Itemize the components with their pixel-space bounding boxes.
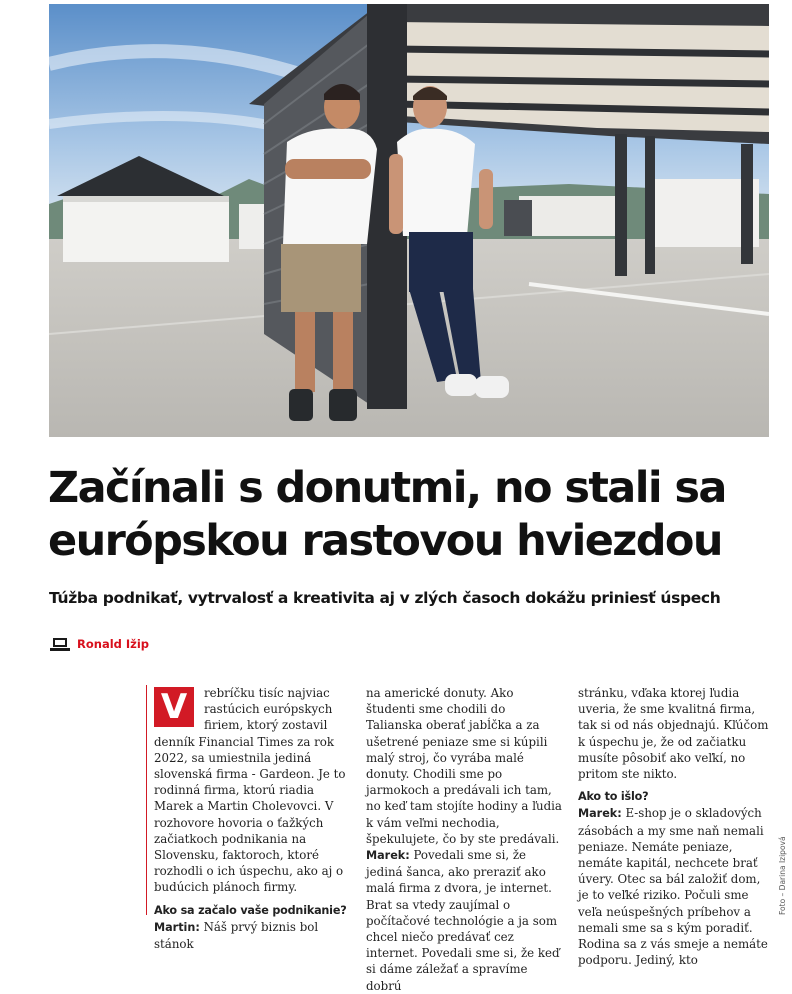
question-heading: Ako to išlo? <box>578 790 649 804</box>
column-rule <box>146 685 147 915</box>
article-column-2 <box>366 685 562 994</box>
answer-paragraph <box>578 805 774 968</box>
author-name[interactable]: Ronald Ižip <box>77 637 150 651</box>
headline-line-2: európskou rastovou hviezdou <box>48 516 722 566</box>
body-paragraph: stránku, vďaka ktorej ľudia uveria, že sme kvalitná firma, tak si od nás objednajú. Kľúčom k úspechu je, že od začiatku musíte pôsobiť ako veľkí, no pritom ste nikto. <box>578 686 769 782</box>
drop-cap: V <box>154 687 194 727</box>
answer-paragraph <box>154 919 350 952</box>
photo-credit: Foto – Darina Izipová <box>778 836 787 915</box>
intro-text: rebríčku tisíc najviac rastúcich európskych firiem, ktorý zostavil denník Financial Times za rok 2022, sa umiestnila jediná slovenská firma - Gardeon. Je to rodinná firma, ktorú riadia Marek a Martin Cholevovci. V rozhovore hovoria o ťažkých začiatkoch podnikania na Slovensku, faktoroch, ktoré rozhodli o ich úspechu, ako aj o budúcich plánoch firmy. <box>154 686 346 895</box>
speaker-label: Marek: <box>578 807 622 821</box>
laptop-icon <box>50 637 70 651</box>
article-subheadline: Túžba podnikať, vytrvalosť a kreativita aj v zlých časoch dokážu priniesť úspech <box>49 589 721 607</box>
answer-text: E-shop je o skladových zásobách a my sme naň nemali peniaze. Nemáte peniaze, nemáte kapitál, nechcete brať úvery. Otec sa bál založiť dom, je to veľké riziko. Počuli sme veľa neúspešných príbehov a nemali sme sa s kým poradiť. Rodina sa z vás smeje a nemáte podporu. Jediný, kto <box>578 806 768 968</box>
answer-paragraph <box>366 847 562 994</box>
speaker-label: Marek: <box>366 849 410 863</box>
body-paragraph: na americké donuty. Ako študenti sme chodili do Talianska oberať jabĺčka a za ušetrené peniaze sme si kúpili malý stroj, čo vyrába malé donuty. Chodili sme po jarmokoch a predávali ich tam, no keď tam stojíte hodiny a ľudia k vám veľmi nechodia, špekulujete, čo by ste predávali. <box>366 686 562 846</box>
article-photo <box>49 4 769 437</box>
article-headline <box>48 462 768 568</box>
intro-paragraph <box>154 685 350 896</box>
speaker-label: Martin: <box>154 920 200 934</box>
byline <box>50 634 149 654</box>
answer-text: Povedali sme si, že jediná šanca, ako preraziť ako malá firma z dvora, je internet. Brat sa vtedy zaujímal o počítačové technológie a ja som chcel niečo predávať cez internet. Povedali sme si, že keď si dáme záležať a spravíme dobrú <box>366 848 560 993</box>
article-column-3 <box>578 685 774 968</box>
question-heading: Ako sa začalo vaše podnikanie? <box>154 903 347 917</box>
answer-text: Náš prvý biznis bol stánok <box>154 919 319 952</box>
headline-line-1: Začínali s donutmi, no stali sa <box>48 463 726 513</box>
article-column-1 <box>154 685 350 952</box>
